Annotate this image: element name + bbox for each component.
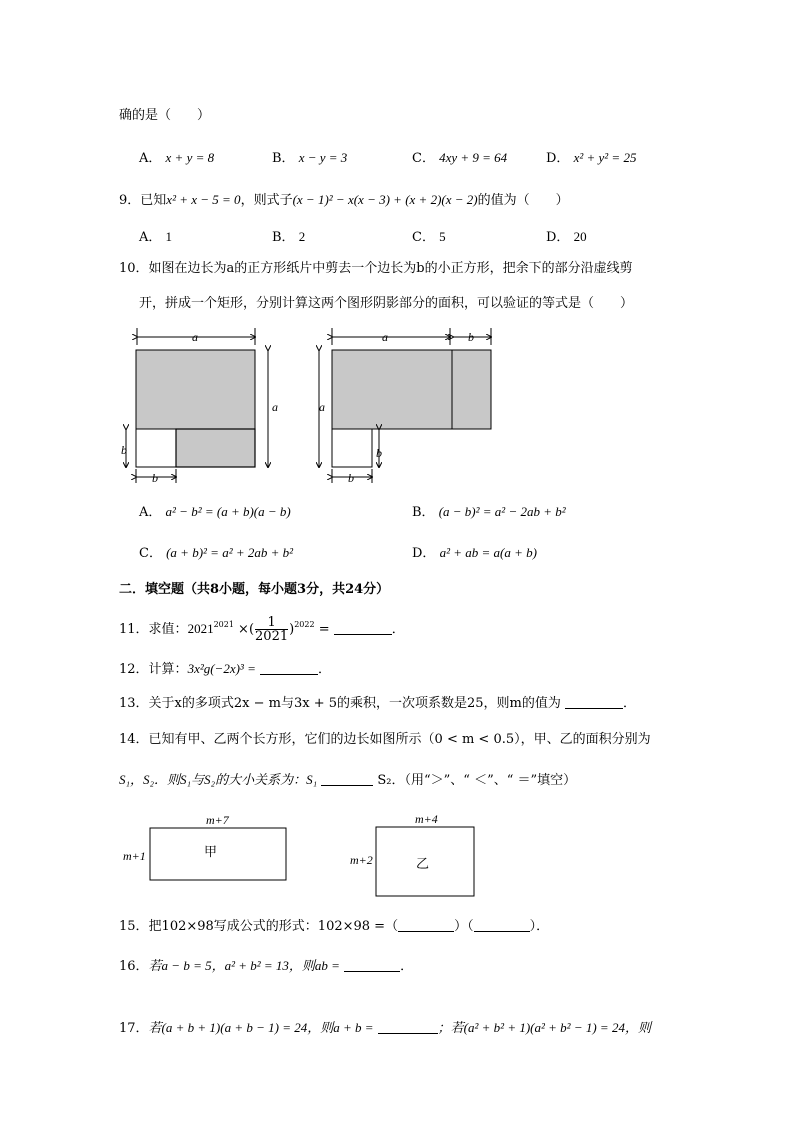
q17-blank-1[interactable] — [378, 1021, 438, 1034]
q8-option-b[interactable]: B． x − y = 3 — [272, 150, 348, 166]
q9-option-c[interactable]: C． 5 — [412, 229, 446, 245]
q10-option-c[interactable]: C． (a + b)² = a² + 2ab + b² — [139, 545, 294, 561]
q9-option-a[interactable]: A． 1 — [139, 229, 173, 245]
rect-jia-name: 甲 — [204, 845, 218, 860]
left-shaded-bottom — [176, 429, 255, 467]
right-shaded-main — [332, 350, 452, 429]
label-a-right-top: a — [382, 330, 388, 344]
q14-line2: S₁，S₂．则S₁与S₂的大小关系为：S₁ S₂．（用“＞”、“ ＜”、“ ＝”填空） — [119, 772, 577, 788]
q10-stem-line1: 10．如图在边长为a的正方形纸片中剪去一个边长为b的小正方形，把余下的部分沿虚线剪 — [119, 261, 633, 276]
rect-jia-top-label: m+7 — [206, 813, 229, 827]
left-shaded-top — [136, 350, 255, 429]
q14-answer-blank[interactable] — [321, 773, 373, 786]
label-b-right-top: b — [468, 330, 474, 344]
label-a-left-top: a — [192, 330, 198, 344]
q8-option-c[interactable]: C． 4xy + 9 = 64 — [412, 150, 508, 166]
q17: 17．若(a + b + 1)(a + b − 1) = 24，则a + b = ；若(a² + b² + 1)(a² + b² − 1) = 24，则 — [119, 1020, 651, 1036]
q10-figure — [110, 325, 510, 490]
q10-option-a[interactable]: A． a² − b² = (a + b)(a − b) — [139, 504, 291, 520]
q9-option-d[interactable]: D． 20 — [546, 229, 587, 245]
q12-answer-blank[interactable] — [260, 662, 318, 675]
label-b-left-bottom: b — [152, 471, 158, 485]
right-shaded-strip — [452, 350, 491, 429]
q10-option-d[interactable]: D． a² + ab = a(a + b) — [412, 545, 537, 561]
label-a-left-side: a — [272, 400, 278, 414]
rect-yi-side-label: m+2 — [350, 853, 373, 867]
q12: 12．计算：3x²g(−2x)³ = ． — [119, 661, 332, 677]
q9-option-b[interactable]: B． 2 — [272, 229, 306, 245]
q10-stem-line2: 开，拼成一个矩形，分别计算这两个图形阴影部分的面积，可以验证的等式是（ ） — [139, 296, 634, 311]
q9-stem: 9．已知x² + x − 5 = 0，则式子(x − 1)² − x(x − 3) + (x + 2)(x − 2)的值为（ ） — [119, 192, 569, 208]
q10-option-b[interactable]: B． (a − b)² = a² − 2ab + b² — [412, 504, 566, 520]
q15: 15．把102×98写成公式的形式：102×98 =（ ）（ ）． — [119, 919, 550, 934]
q11-answer-blank[interactable] — [334, 622, 392, 635]
q16-answer-blank[interactable] — [344, 959, 400, 972]
rect-yi-top-label: m+4 — [415, 812, 438, 826]
q15-blank-1[interactable] — [398, 919, 454, 932]
q13-answer-blank[interactable] — [565, 696, 623, 709]
q16: 16．若a − b = 5，a² + b² = 13，则ab = ． — [119, 958, 414, 974]
label-a-right-side: a — [319, 400, 325, 414]
q13: 13．关于x的多项式2x − m与3x + 5的乘积，一次项系数是25，则m的值为 ． — [119, 696, 637, 711]
q15-blank-2[interactable] — [474, 919, 530, 932]
label-b-left-side: b — [121, 443, 127, 457]
q11: 11．求值：$2021^{2021}$ ×( $\frac{1}{2021}$ )$^{2022}$ = ． — [119, 615, 405, 644]
label-b-right-bottom: b — [348, 471, 354, 485]
rect-jia-side-label: m+1 — [123, 849, 146, 863]
q14-figure — [118, 812, 488, 902]
rect-jia — [150, 828, 286, 880]
section-2-title: 二．填空题（共8小题，每小题3分，共24分） — [119, 582, 390, 597]
q8-option-d[interactable]: D． x² + y² = 25 — [546, 150, 637, 166]
label-b-right-side: b — [376, 446, 382, 460]
q8-tail: 确的是（ ） — [119, 108, 211, 123]
q11-fraction: $\frac{1}{2021}$ — [255, 615, 289, 644]
left-small-square — [136, 429, 176, 467]
rect-yi-name: 乙 — [416, 857, 430, 872]
q14-line1: 14．已知有甲、乙两个长方形，它们的边长如图所示（0 < m < 0.5），甲、乙的面积分别为 — [119, 732, 651, 747]
q8-option-a[interactable]: A． x + y = 8 — [139, 150, 215, 166]
right-small-square — [332, 429, 372, 467]
